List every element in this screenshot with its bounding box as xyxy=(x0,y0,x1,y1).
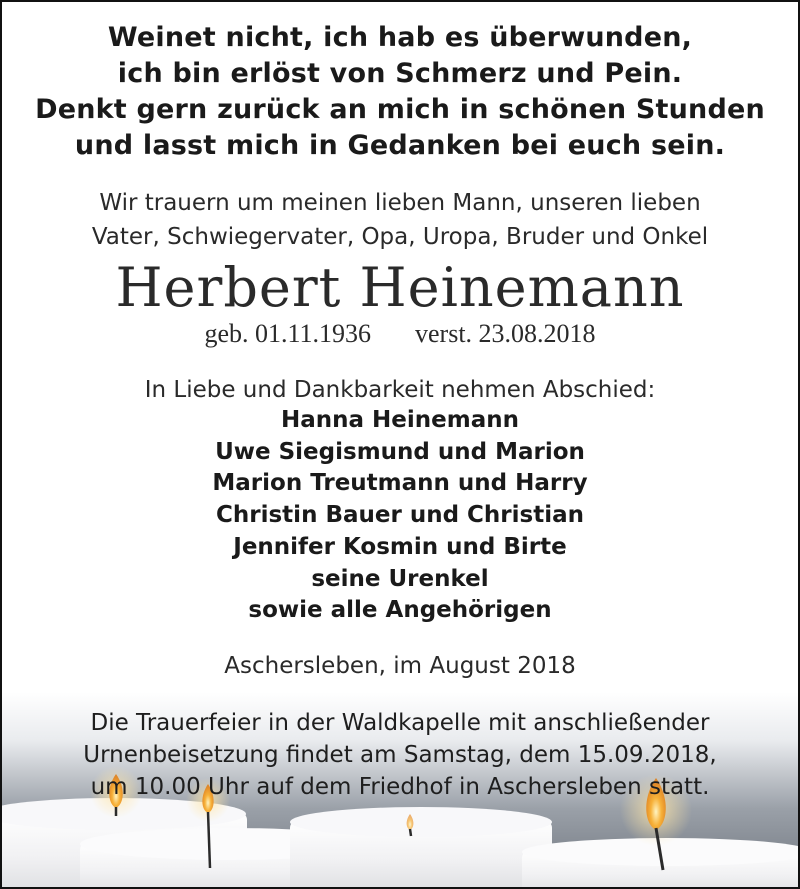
poem-line: Weinet nicht, ich hab es überwunden, xyxy=(107,22,693,53)
poem xyxy=(2,20,798,164)
funeral-line: Urnenbeisetzung findet am Samstag, dem 15.09.2018, xyxy=(83,742,717,768)
candle xyxy=(290,807,552,887)
life-dates xyxy=(2,318,798,350)
mourning-intro xyxy=(2,186,798,254)
death-date: verst. 23.08.2018 xyxy=(415,319,596,348)
mourner: sowie alle Angehörigen xyxy=(248,597,552,624)
mourner: Hanna Heinemann xyxy=(281,407,519,433)
intro-line: Wir trauern um meinen lieben Mann, unseren lieben xyxy=(99,190,701,216)
funeral-line: Die Trauerfeier in der Waldkapelle mit anschließender xyxy=(90,710,710,736)
funeral-notice xyxy=(2,707,798,803)
farewell-intro: In Liebe und Dankbarkeit nehmen Abschied: xyxy=(144,377,656,403)
poem-line: ich bin erlöst von Schmerz und Pein. xyxy=(117,58,683,89)
mourner: Marion Treutmann und Harry xyxy=(212,470,588,497)
deceased-name: Herbert Heinemann xyxy=(115,256,685,319)
poem-line: Denkt gern zurück an mich in schönen Stunden xyxy=(35,94,765,125)
intro-line: Vater, Schwiegervater, Opa, Uropa, Bruder und Onkel xyxy=(91,224,709,250)
birth-date: geb. 01.11.1936 xyxy=(204,319,372,348)
mourner: Christin Bauer und Christian xyxy=(216,502,584,529)
place-and-date: Aschersleben, im August 2018 xyxy=(224,653,576,679)
mourners-list xyxy=(2,405,798,627)
mourner: Uwe Siegismund und Marion xyxy=(215,438,585,465)
mourner: Jennifer Kosmin und Birte xyxy=(233,533,567,560)
poem-line: und lasst mich in Gedanken bei euch sein. xyxy=(74,130,726,161)
funeral-line: um 10.00 Uhr auf dem Friedhof in Aschersleben statt. xyxy=(90,774,710,800)
mourner: seine Urenkel xyxy=(311,565,489,592)
